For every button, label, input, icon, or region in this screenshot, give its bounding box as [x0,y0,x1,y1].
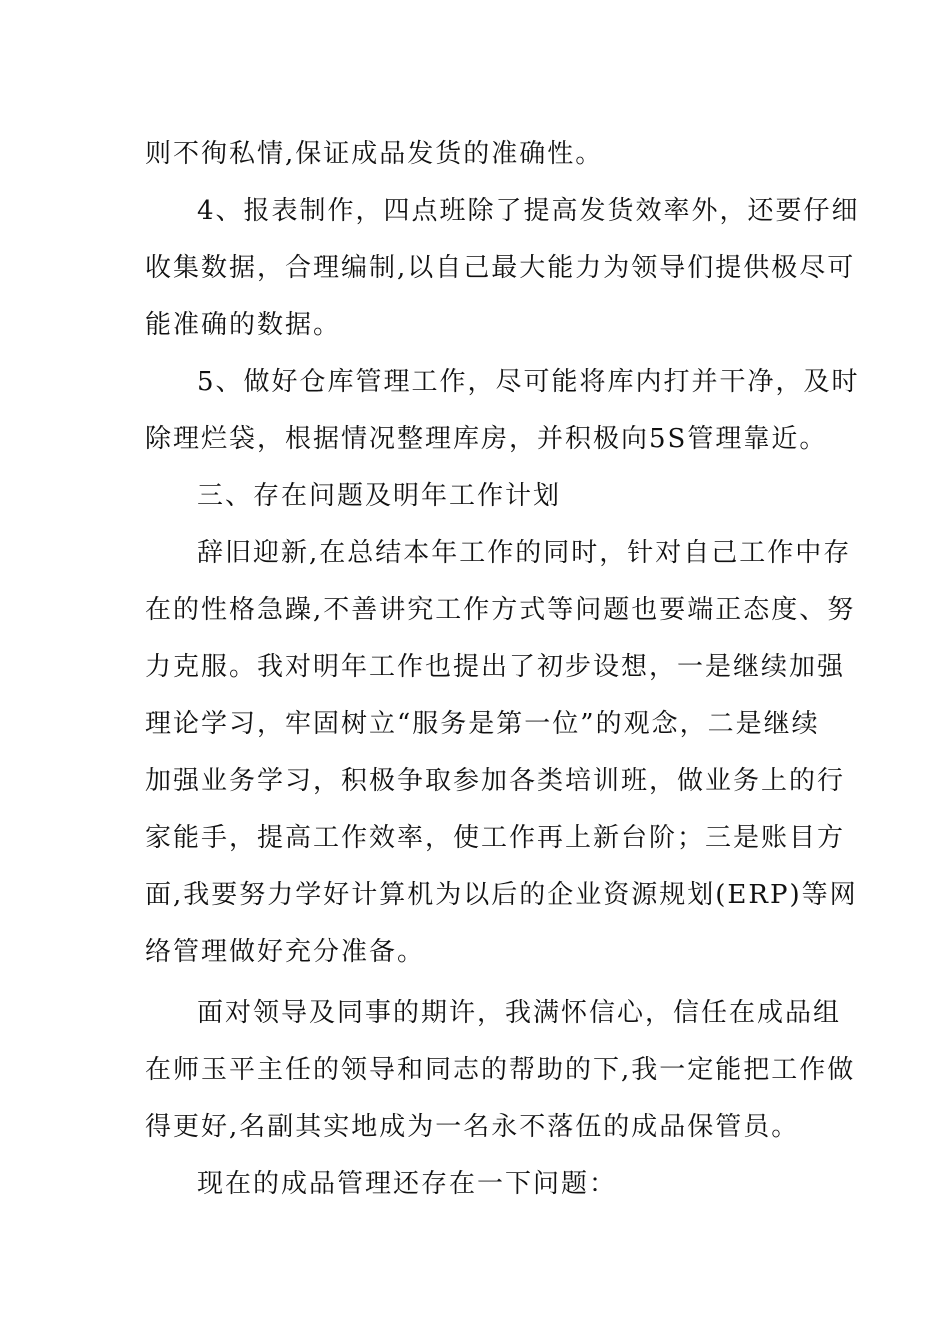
paragraph-line: 得更好,名副其实地成为一名永不落伍的成品保管员。 [145,1112,800,1142]
paragraph-line: 在的性格急躁,不善讲究工作方式等问题也要端正态度、努 [145,595,856,625]
section-heading: 三、存在问题及明年工作计划 [197,481,562,511]
paragraph-line: 面,我要努力学好计算机为以后的企业资源规划(ERP)等网 [145,880,858,910]
paragraph-line: 面对领导及同事的期许，我满怀信心，信任在成品组 [197,998,842,1028]
paragraph-line: 现在的成品管理还存在一下问题： [197,1169,618,1199]
paragraph-line: 5、做好仓库管理工作，尽可能将库内打并干净，及时 [197,367,860,397]
paragraph-line: 络管理做好充分准备。 [145,937,426,967]
paragraph-line: 家能手，提高工作效率，使工作再上新台阶；三是账目方 [145,823,846,853]
paragraph-line: 辞旧迎新,在总结本年工作的同时，针对自己工作中存 [197,538,852,568]
paragraph-line: 在师玉平主任的领导和同志的帮助的下,我一定能把工作做 [145,1055,856,1085]
paragraph-line: 收集数据，合理编制,以自己最大能力为领导们提供极尽可 [145,253,856,283]
paragraph-line: 除理烂袋，根据情况整理库房，并积极向5S管理靠近。 [145,424,828,454]
paragraph-line: 能准确的数据。 [145,310,342,340]
document-body [145,126,860,1213]
paragraph-line: 力克服。我对明年工作也提出了初步设想，一是继续加强 [145,652,846,682]
paragraph-line: 则不徇私情,保证成品发货的准确性。 [145,139,604,169]
paragraph-line: 理论学习，牢固树立“服务是第一位”的观念，二是继续 [145,709,820,739]
paragraph-line: 4、报表制作，四点班除了提高发货效率外，还要仔细 [197,196,860,226]
paragraph-line: 加强业务学习，积极争取参加各类培训班，做业务上的行 [145,766,846,796]
